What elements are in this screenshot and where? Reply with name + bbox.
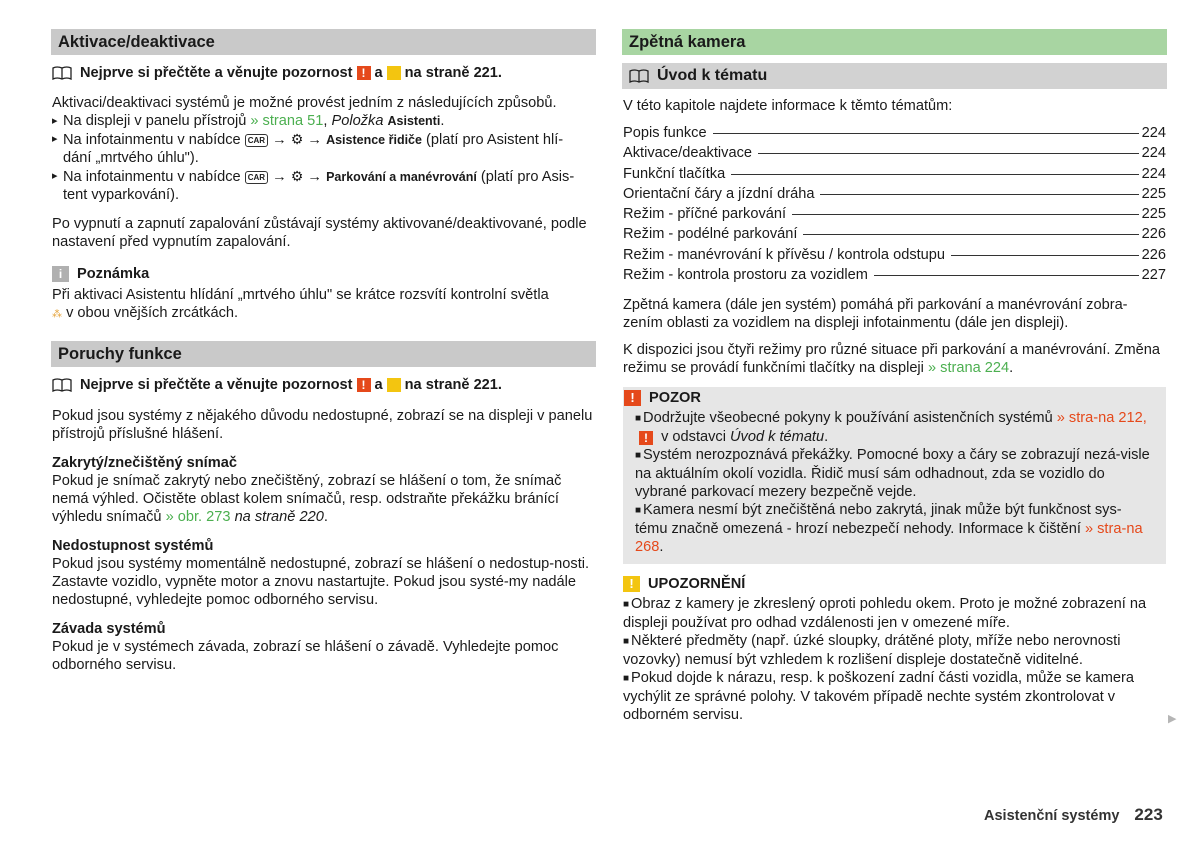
toc-row[interactable]: Popis funkce 224: [623, 125, 1166, 141]
activation-intro: Aktivaci/deaktivaci systémů je možné provést jedním z následujících způsobů.: [52, 95, 557, 111]
notice-heading: ! UPOZORNĚNÍ: [623, 573, 1166, 595]
caution-box: [623, 387, 1166, 564]
caution-heading: ! POZOR: [635, 387, 1154, 409]
faults-intro: Pokud jsou systémy z nějakého důvodu nedostupné, zobrazí se na displeji v panelu přístrojů příslušné hlášení.: [52, 408, 593, 442]
fault-heading-unavailable: Nedostupnost systémů: [52, 538, 214, 554]
activation-para: Po vypnutí a zapnutí zapalování zůstávají systémy aktivované/deaktivované, podle nastavení před vypnutím zapalování.: [52, 216, 587, 250]
caution-item: ■ Kamera nesmí být znečištěná nebo zakrytá, jinak může být funkčnost sys-tému značně omezená - hrozí nebezpečí nehody. Informace k čištění » stra-na 268.: [635, 502, 1143, 556]
page-link[interactable]: » stra-na 268: [635, 521, 1143, 556]
reference-line: Nejprve si přečtěte a věnujte pozornost ! a ! na straně 221.: [52, 376, 595, 394]
toc-row[interactable]: Aktivace/deaktivace 224: [623, 145, 1166, 162]
list-item: ▸ Na infotainmentu v nabídce CAR → ⚙ → Parkování a manévrování (platí pro Asis- tent vyparkování).: [52, 167, 595, 204]
book-icon: [52, 66, 72, 80]
warning-yellow-icon: !: [623, 576, 640, 592]
fault-text-defect: Pokud je v systémech závada, zobrazí se hlášení o závadě. Vyhledejte pomoc odborného servisu.: [52, 639, 559, 673]
warning-red-icon: !: [357, 66, 371, 80]
footer-section-title: Asistenční systémy: [984, 808, 1120, 824]
page-link[interactable]: » strana 51: [250, 113, 324, 129]
activation-list: [52, 112, 595, 204]
book-icon: [629, 69, 649, 83]
note-heading: i Poznámka: [52, 265, 595, 283]
gear-icon: ⚙: [290, 168, 304, 184]
section-heading-activation: Aktivace/deaktivace: [51, 29, 596, 55]
fault-heading-sensor: Zakrytý/znečištěný snímač: [52, 455, 237, 471]
gear-icon: ⚙: [290, 131, 304, 147]
toc-row[interactable]: Režim - kontrola prostoru za vozidlem 227: [623, 267, 1166, 284]
book-icon: [52, 378, 72, 392]
car-icon: CAR: [245, 171, 268, 184]
toc-row[interactable]: Režim - podélné parkování 226: [623, 226, 1166, 243]
fault-heading-defect: Závada systémů: [52, 621, 166, 637]
warning-yellow-icon: !: [387, 66, 401, 80]
car-icon: CAR: [245, 134, 268, 147]
toc-intro: V této kapitole najdete informace k těmto tématům:: [623, 98, 953, 114]
page-number: 223: [1134, 805, 1163, 824]
page-link[interactable]: » strana 224: [927, 360, 1010, 377]
notice-item: ■ Obraz z kamery je zkreslený oproti pohledu okem. Proto je možné zobrazení na displeji používat pro odhad vzdálenosti jen v omezené míře.: [623, 596, 1147, 632]
warning-red-icon: !: [357, 378, 371, 392]
camera-description: Zpětná kamera (dále jen systém) pomáhá při parkování a manévrování zobra-zením oblasti za vozidlem na displeji infotainmentu (dále jen displeji).: [623, 297, 1128, 332]
toc-row[interactable]: Funkční tlačítka 224: [623, 165, 1166, 182]
section-heading-faults: Poruchy funkce: [51, 341, 596, 367]
warning-red-icon: !: [639, 431, 653, 445]
figure-link[interactable]: » obr. 273: [165, 509, 231, 525]
notice-item: ■ Některé předměty (např. úzké sloupky, drátěné ploty, mříže nebo nerovnosti vozovky) nemusí být vzhledem k rozlišení displeje dostatečně viditelné.: [623, 633, 1121, 669]
right-column: [623, 29, 1166, 724]
toc-row[interactable]: Orientační čáry a jízdní dráha 225: [623, 185, 1166, 202]
warning-red-icon: !: [624, 390, 641, 406]
notice-box: [623, 573, 1166, 724]
list-item: ▸ Na displeji v panelu přístrojů » strana 51, Položka Asistenti.: [52, 112, 595, 130]
page-link[interactable]: » stra-na 212,: [1056, 410, 1147, 427]
caution-item: ■ Dodržujte všeobecné pokyny k používání asistenčních systémů » stra-na 212, ! v odstavci Úvod k tématu.: [635, 410, 1147, 446]
page-footer: [984, 806, 1163, 825]
fault-text-sensor: Pokud je snímač zakrytý nebo znečištěný, zobrazí se hlášení o tom, že snímač nemá výhled. Očistěte oblast kolem snímačů, resp. odstraňte překážku bránící výhledu snímačů » obr. 273 na straně 220.: [52, 473, 562, 525]
subheading-intro: Úvod k tématu: [622, 63, 1167, 89]
info-icon: i: [52, 266, 69, 282]
left-column: [52, 29, 595, 674]
toc-row[interactable]: Režim - manévrování k přívěsu / kontrola odstupu 226: [623, 246, 1166, 263]
mirror-lamp-icon: ⁂: [52, 309, 62, 320]
toc: [623, 124, 1166, 286]
notice-item: ■ Pokud dojde k nárazu, resp. k poškození zadní části vozidla, může se kamera vychýlit ze správné polohy. V takovém případě nechte systém zkontrolovat v odborném servisu.: [623, 670, 1134, 724]
section-heading-camera: Zpětná kamera: [622, 29, 1167, 55]
reference-line: Nejprve si přečtěte a věnujte pozornost ! a ! na straně 221.: [52, 64, 595, 82]
toc-row[interactable]: Režim - příčné parkování 225: [623, 206, 1166, 223]
caution-item: ■ Systém nerozpoznává překážky. Pomocné boxy a čáry se zobrazují nezá-visle na aktuálním okolí vozidla. Řidič musí sám odhadnout, zda se vozidlo do vybrané parkovací mezery bezpečně vejde.: [635, 447, 1150, 501]
next-page-arrow-icon[interactable]: ▶: [1168, 713, 1177, 725]
fault-text-unavailable: Pokud jsou systémy momentálně nedostupné, zobrazí se hlášení o nedostup-nosti. Zastavte vozidlo, vypněte motor a znovu nastartujte. Pokud jsou systé-my nadále nedostupné, vyhledejte pomoc odborného servisu.: [52, 556, 590, 608]
note-text: Při aktivaci Asistentu hlídání „mrtvého úhlu" se krátce rozsvítí kontrolní světla ⁂ v obou vnějších zrcátkách.: [52, 287, 549, 321]
warning-yellow-icon: !: [387, 378, 401, 392]
camera-modes: K dispozici jsou čtyři režimy pro různé situace při parkování a manévrování. Změna režimu se provádí funkčními tlačítky na displeji » strana 224.: [623, 342, 1160, 377]
list-item: ▸ Na infotainmentu v nabídce CAR → ⚙ → Asistence řidiče (platí pro Asistent hlí- dání „mrtvého úhlu").: [52, 130, 595, 167]
